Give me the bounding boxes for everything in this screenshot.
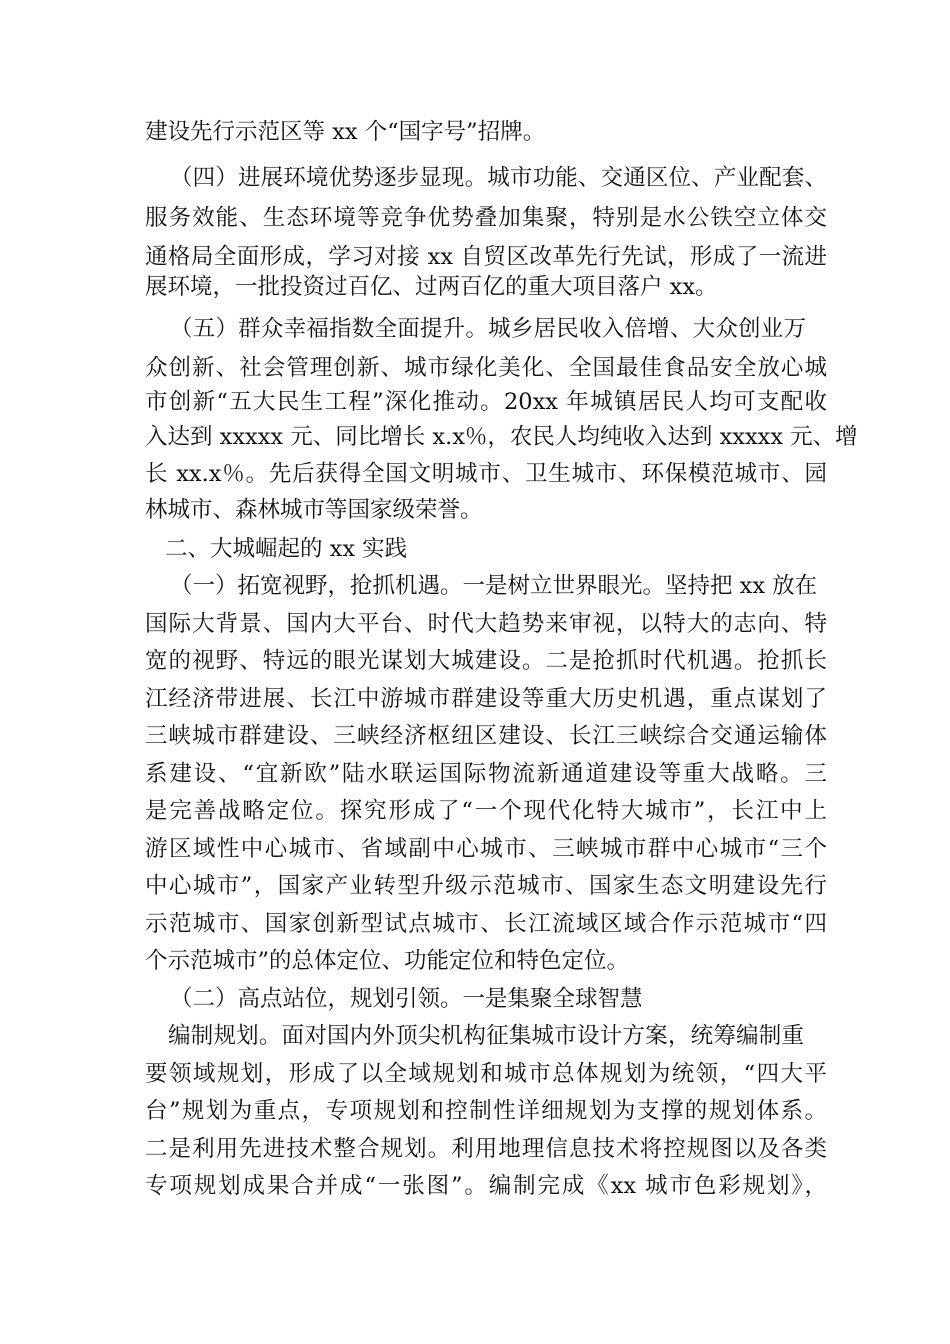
text-line: 个示范城市”的总体定位、功能定位和特色定位。 — [145, 948, 630, 974]
text-line: 长 xx.x％。先后获得全国文明城市、卫生城市、环保模范城市、园 — [145, 461, 827, 487]
text-line: 展环境，一批投资过百亿、过两百亿的重大项目落户 xx。 — [145, 274, 718, 300]
text-line: 系建设、“宜新欧”陆水联运国际物流新通道建设等重大战略。三 — [145, 761, 827, 787]
text-line: （四）进展环境优势逐步显现。城市功能、交通区位、产业配套、 — [170, 165, 827, 191]
text-line: 专项规划成果合并成“一张图”。编制完成《xx 城市色彩规划》， — [145, 1173, 827, 1199]
text-line: 市创新“五大民生工程”深化推动。20xx 年城镇居民人均可支配收 — [145, 389, 827, 415]
text-line: 国际大背景、国内大平台、时代大趋势来审视，以特大的志向、特 — [145, 611, 827, 637]
text-line: 中心城市”，国家产业转型升级示范城市、国家生态文明建设先行 — [145, 873, 827, 899]
text-line: 台”规划为重点，专项规划和控制性详细规划为支撑的规划体系。 — [145, 1098, 827, 1124]
text-line: 服务效能、生态环境等竞争优势叠加集聚，特别是水公铁空立体交 — [145, 205, 827, 231]
text-line: 众创新、社会管理创新、城市绿化美化、全国最佳食品安全放心城 — [145, 355, 827, 381]
text-line: 三峡城市群建设、三峡经济枢纽区建设、长江三峡综合交通运输体 — [145, 723, 827, 749]
text-line: 示范城市、国家创新型试点城市、长江流域区域合作示范城市“四 — [145, 911, 827, 937]
text-line: 宽的视野、特远的眼光谋划大城建设。二是抢抓时代机遇。抢抓长 — [145, 648, 827, 674]
text-line: （二）高点站位，规划引领。一是集聚全球智慧 — [170, 986, 643, 1012]
text-line: 二是利用先进技术整合规划。利用地理信息技术将控规图以及各类 — [145, 1136, 827, 1162]
section-heading: 二、大城崛起的 xx 实践 — [165, 536, 408, 562]
text-line: （一）拓宽视野，抢抓机遇。一是树立世界眼光。坚持把 xx 放在 — [170, 573, 818, 599]
text-line: （五）群众幸福指数全面提升。城乡居民收入倍增、大众创业万 — [170, 316, 806, 342]
text-line: 入达到 xxxxx 元、同比增长 x.x％，农民人均纯收入达到 xxxxx 元、增 — [145, 424, 858, 450]
text-line: 江经济带进展、长江中游城市群建设等重大历史机遇，重点谋划了 — [145, 686, 827, 712]
text-line: 是完善战略定位。探究形成了“一个现代化特大城市”，长江中上 — [145, 798, 827, 824]
text-line: 游区域性中心城市、省域副中心城市、三峡城市群中心城市“三个 — [145, 836, 827, 862]
text-line: 建设先行示范区等 xx 个“国字号”招牌。 — [145, 119, 546, 145]
text-line: 林城市、森林城市等国家级荣誉。 — [145, 497, 483, 523]
text-line: 编制规划。面对国内外顶尖机构征集城市设计方案，统筹编制重 — [168, 1023, 804, 1049]
text-line: 通格局全面形成，学习对接 xx 自贸区改革先行先试，形成了一流进 — [145, 244, 827, 270]
text-line: 要领域规划，形成了以全域规划和城市总体规划为统领，“四大平 — [145, 1061, 827, 1087]
